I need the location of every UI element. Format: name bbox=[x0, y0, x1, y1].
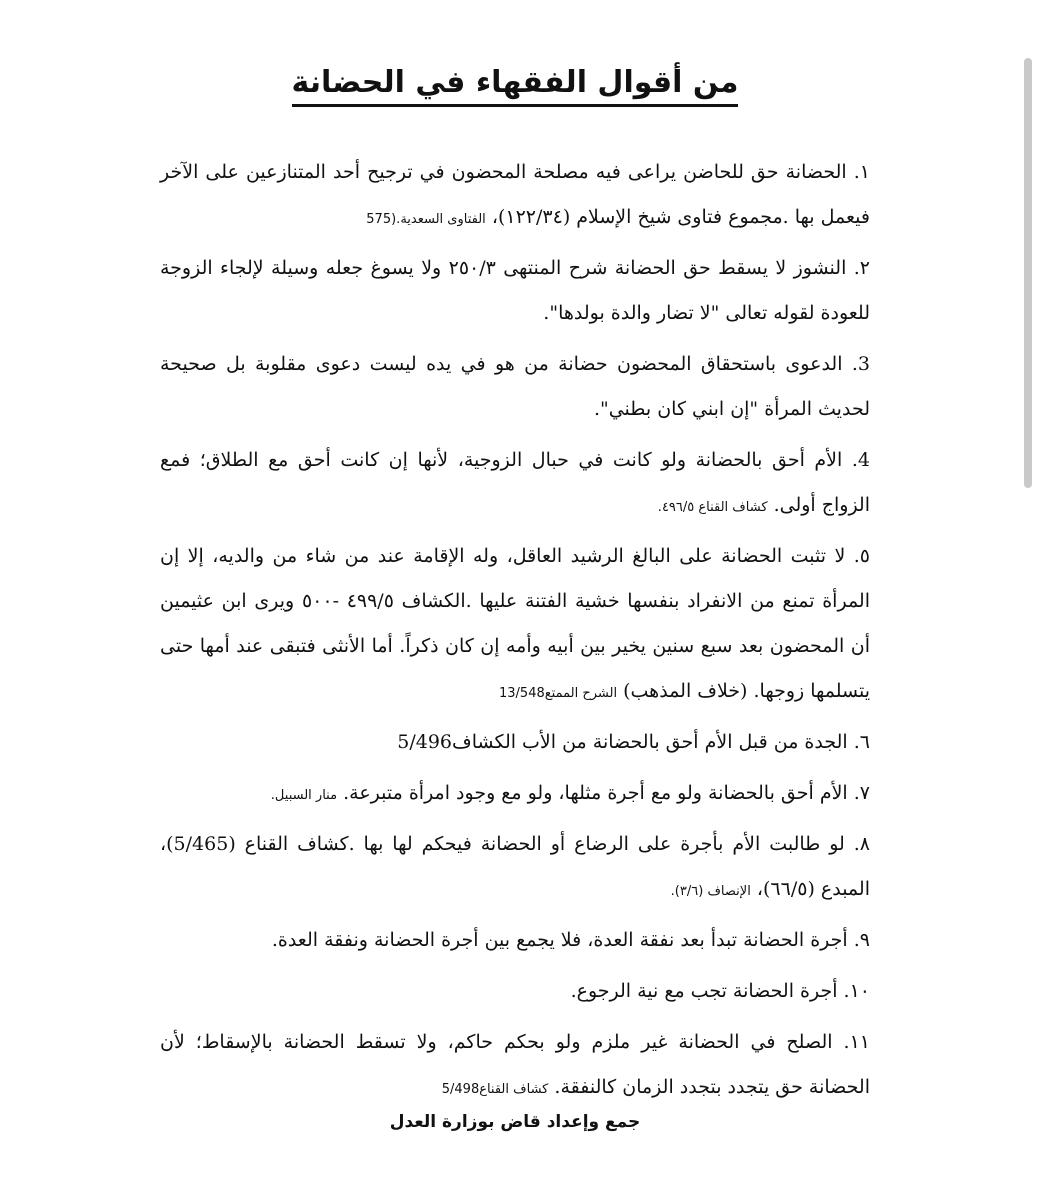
rulings-list bbox=[160, 150, 870, 1116]
ruling-source: كشاف القناع5/498 bbox=[441, 1082, 549, 1097]
ruling-text: 4. الأم أحق بالحضانة ولو كانت في حبال الزوجية، لأنها إن كانت أحق مع الطلاق؛ فمع الزواج أولى. bbox=[160, 449, 870, 516]
document-footer: جمع وإعداد قاض بوزارة العدل bbox=[389, 1112, 641, 1132]
ruling-item-1 bbox=[160, 150, 870, 242]
ruling-text: ٥. لا تثبت الحضانة على البالغ الرشيد العاقل، وله الإقامة عند من شاء من والديه، إلا إن المرأة تمنع من الانفراد بنفسها خشية الفتنة عليها .الكشاف ٤٩٩/٥ -٥٠٠ ويرى ابن عثيمين أن المحضون بعد سبع سنين يخير بين أبيه وأمه إن كان ذكراً. أما الأنثى فتبقى عند أمها حتى يتسلمها زوجها. (خلاف المذهب) bbox=[160, 545, 871, 702]
ruling-text: ١١. الصلح في الحضانة غير ملزم ولو بحكم حاكم، ولا تسقط الحضانة بالإسقاط؛ لأن الحضانة حق يتجدد بتجدد الزمان كالنفقة. bbox=[160, 1031, 870, 1098]
ruling-item-10 bbox=[160, 969, 870, 1016]
ruling-text: ٧. الأم أحق بالحضانة ولو مع أجرة مثلها، ولو مع وجود امرأة متبرعة. bbox=[337, 782, 870, 804]
ruling-item-2 bbox=[160, 246, 870, 338]
ruling-item-6 bbox=[160, 720, 870, 767]
ruling-text: ١. الحضانة حق للحاضن يراعى فيه مصلحة المحضون في ترجيح أحد المتنازعين على الآخر فيعمل بها .مجموع فتاوى شيخ الإسلام (١٢٢/٣٤)، bbox=[160, 161, 870, 228]
ruling-text: ١٠. أجرة الحضانة تجب مع نية الرجوع. bbox=[570, 980, 870, 1002]
ruling-item-8 bbox=[160, 822, 870, 914]
ruling-text: 3. الدعوى باستحقاق المحضون حضانة من هو في يده ليست دعوى مقلوبة بل صحيحة لحديث المرأة "إن ابني كان بطني". bbox=[160, 353, 870, 420]
ruling-item-5 bbox=[160, 534, 870, 716]
ruling-item-3 bbox=[160, 342, 870, 434]
title-text: من أقوال الفقهاء في الحضانة bbox=[292, 65, 739, 107]
ruling-item-11 bbox=[160, 1020, 870, 1112]
document-title bbox=[140, 60, 890, 106]
ruling-item-9 bbox=[160, 918, 870, 965]
ruling-item-4 bbox=[160, 438, 870, 530]
document-page bbox=[140, 0, 890, 1200]
ruling-source: الشرح الممتع13/548 bbox=[499, 686, 618, 701]
scrollbar[interactable] bbox=[1024, 58, 1032, 488]
ruling-item-7 bbox=[160, 771, 870, 818]
ruling-text: ٢. النشوز لا يسقط حق الحضانة شرح المنتهى ٢٥٠/٣ ولا يسوغ جعله وسيلة لإلجاء الزوجة للعودة لقوله تعالى "لا تضار والدة بولدها". bbox=[160, 257, 870, 324]
ruling-source: الإنصاف (٣/٦). bbox=[670, 884, 751, 899]
ruling-text: ٦. الجدة من قبل الأم أحق بالحضانة من الأب الكشاف5/496 bbox=[397, 731, 870, 753]
ruling-text: ٩. أجرة الحضانة تبدأ بعد نفقة العدة، فلا يجمع بين أجرة الحضانة ونفقة العدة. bbox=[271, 929, 870, 951]
ruling-source: كشاف القناع ٤٩٦/٥. bbox=[657, 500, 768, 515]
ruling-source: الفتاوى السعدية.(575 bbox=[366, 212, 486, 227]
ruling-text: ٨. لو طالبت الأم بأجرة على الرضاع أو الحضانة فيحكم لها بها .كشاف القناع (5/465)، المبدع (٦٦/٥)، bbox=[160, 833, 870, 900]
ruling-source: منار السبيل. bbox=[270, 788, 338, 803]
